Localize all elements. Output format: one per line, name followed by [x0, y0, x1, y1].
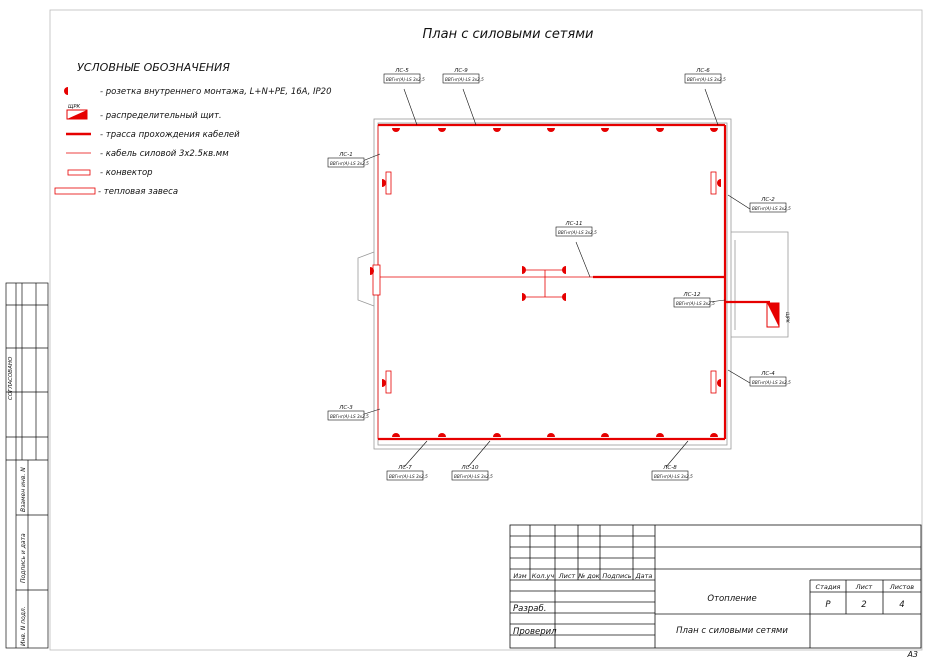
- circuit-tag: [728, 370, 791, 386]
- tag-cable-spec: ВВГнг(А)-LS 3х2,5: [687, 77, 726, 82]
- leader-line: [404, 89, 417, 125]
- circuit-tag: [384, 68, 425, 125]
- legend-item-socket: - розетка внутреннего монтажа, L+N+PE, 16A, IP20: [100, 87, 332, 97]
- tag-circuit-label: ЛС-6: [696, 68, 710, 74]
- tag-cable-spec: ВВГнг(А)-LS 3х2,5: [654, 474, 693, 479]
- leader-line: [463, 89, 476, 125]
- legend-item-convector: - конвектор: [100, 168, 153, 178]
- tag-cable-spec: ВВГнг(А)-LS 3х2,5: [558, 230, 597, 235]
- tb-stage-label: Стадия: [815, 583, 841, 591]
- heat-curtain-icon: [55, 188, 95, 194]
- circuit-tag: [328, 405, 380, 420]
- tag-circuit-label: ЛС-4: [761, 371, 775, 377]
- sheet-format: А3: [907, 650, 918, 659]
- leader-line: [705, 89, 718, 125]
- drawing-title: План с силовыми сетями: [422, 27, 594, 42]
- legend-panel-label: ЩРК: [68, 104, 81, 110]
- tag-circuit-label: ЛС-2: [761, 197, 775, 203]
- tb-col-date: Дата: [635, 572, 653, 580]
- tag-cable-spec: ВВГнг(А)-LS 3х2,5: [330, 414, 369, 419]
- stamp-sign-date: Подпись и дата: [20, 533, 27, 583]
- leader-line: [576, 242, 590, 277]
- legend-heading: УСЛОВНЫЕ ОБОЗНАЧЕНИЯ: [77, 61, 230, 74]
- convectors: [386, 172, 716, 393]
- legend-item-cable: - кабель силовой 3х2.5кв.мм: [100, 149, 229, 159]
- tag-circuit-label: ЛС-11: [565, 221, 583, 227]
- tb-checked: Проверил: [513, 627, 557, 637]
- legend-item-heat-curtain: - тепловая завеса: [98, 187, 179, 197]
- tb-sheet: 2: [861, 600, 867, 610]
- socket-icon: [64, 87, 68, 95]
- stamp-inv-replaced: Взамен инв. N: [20, 467, 27, 512]
- building-walls: [358, 119, 788, 449]
- tag-cable-spec: ВВГнг(А)-LS 3х2,5: [445, 77, 484, 82]
- circuit-tag: [387, 441, 428, 480]
- stamp-agreed: СОГЛАСОВАНО: [8, 356, 14, 400]
- tag-circuit-label: ЛС-10: [461, 465, 479, 471]
- sockets: [370, 128, 721, 437]
- tb-sheets-label: Листов: [889, 583, 915, 591]
- tb-col-izm: Изм: [513, 572, 527, 580]
- tag-cable-spec: ВВГнг(А)-LS 3х2,5: [386, 77, 425, 82]
- tag-cable-spec: ВВГнг(А)-LS 3х2,5: [752, 380, 791, 385]
- circuit-tag: [652, 441, 693, 480]
- tb-sheet-label: Лист: [855, 583, 873, 591]
- tag-circuit-label: ЛС-3: [339, 405, 353, 411]
- tb-stage: Р: [825, 600, 831, 610]
- tb-object: Отопление: [707, 594, 757, 604]
- circuit-tag: [728, 195, 791, 212]
- tb-developed: Разраб.: [513, 604, 547, 614]
- power-cables: [378, 125, 593, 439]
- convector-icon: [68, 170, 90, 175]
- distribution-panel: [767, 303, 779, 327]
- tb-sheet-title: План с силовыми сетями: [676, 626, 788, 636]
- tb-col-list: Лист: [558, 572, 576, 580]
- circuit-tag: [674, 292, 725, 307]
- stamp-inv-original: Инв. N подл.: [20, 606, 27, 646]
- side-stamp: [6, 283, 48, 648]
- sheet-frame: [50, 10, 922, 650]
- legend-item-panel: - распределительный щит.: [100, 111, 222, 121]
- tag-cable-spec: ВВГнг(А)-LS 3х2,5: [389, 474, 428, 479]
- circuit-tag: [328, 152, 380, 167]
- distribution-panel-icon: [67, 110, 87, 119]
- tag-cable-spec: ВВГнг(А)-LS 3х2,5: [676, 301, 715, 306]
- circuit-tag: [452, 441, 493, 480]
- tag-circuit-label: ЛС-1: [339, 152, 353, 158]
- tag-circuit-label: ЛС-9: [454, 68, 468, 74]
- tag-cable-spec: ВВГнг(А)-LS 3х2,5: [454, 474, 493, 479]
- tag-circuit-label: ЛС-7: [398, 465, 412, 471]
- tag-circuit-label: ЛС-5: [395, 68, 409, 74]
- circuit-tag: [556, 221, 597, 277]
- tb-col-koluch: Кол.уч: [531, 572, 555, 580]
- tb-col-doc: № док: [578, 572, 600, 580]
- tb-col-sign: Подпись: [602, 572, 632, 580]
- legend-item-route: - трасса прохождения кабелей: [100, 130, 240, 140]
- tag-cable-spec: ВВГнг(А)-LS 3х2,5: [752, 206, 791, 211]
- floor-plan: [328, 68, 791, 480]
- tb-sheets: 4: [899, 600, 905, 610]
- heat-curtain: [373, 265, 380, 295]
- panel-tag: ЩРК: [784, 312, 789, 323]
- tag-circuit-label: ЛС-12: [683, 292, 701, 298]
- circuit-tag: [685, 68, 726, 125]
- circuit-tag: [443, 68, 484, 125]
- legend: [55, 61, 331, 197]
- tag-circuit-label: ЛС-8: [663, 465, 677, 471]
- tag-cable-spec: ВВГнг(А)-LS 3х2,5: [330, 161, 369, 166]
